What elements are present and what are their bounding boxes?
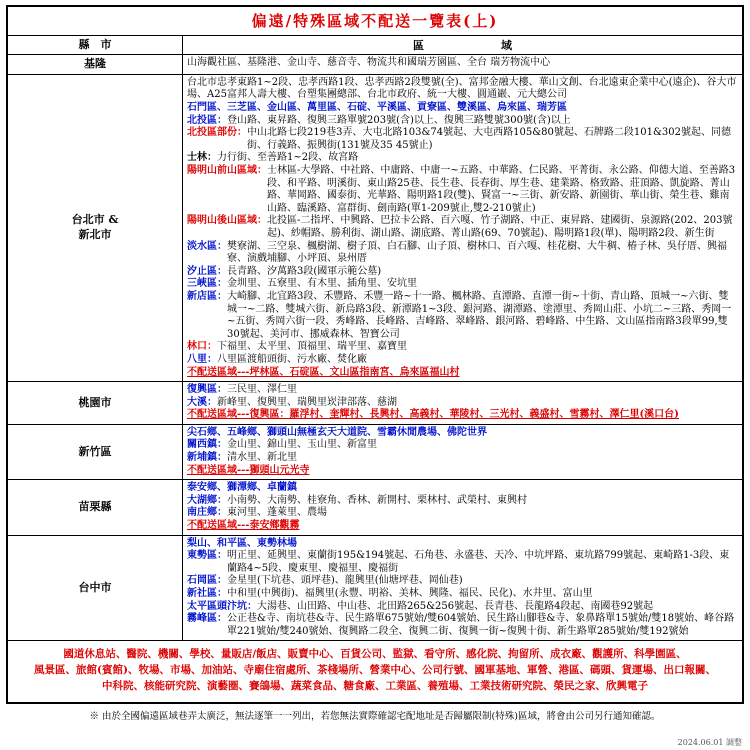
region-line — [187, 215, 738, 240]
district-list-text: 大崎腳、北宜路3段、禾豐路、禾豐一路~十一路、楓林路、直潭路、直潭一街~十街、青山路、頂城一~六街、雙城一~二路、雙城六街、新烏路3段、新潭路1~3段、銀河路、湖潭路、塗潭里、秀岡山莊、小坑二~三路、秀岡一~五街、秀岡六街一段、秀峰路、長峰路、吉峰路、翠峰路、銀河路、碧峰路、中生路、文山區指南路3段單99,雙30號起、美河市、挪威森林、智寶公司 — [227, 290, 732, 340]
district-list-text: 台北市忠孝東路1~2段、忠孝西路1段、忠孝西路2段雙號(全)、富邦金融大樓、華山文創、台北遠東企業中心(遠企)、谷大市場、A25富邦人壽大樓、台塑集團總部、台北市政府、統一大樓、圓通巖、元大總公司 — [187, 76, 737, 101]
no-delivery-table — [6, 5, 744, 704]
district-list-text: 下福里、太平里、頂福里、瑞平里、嘉寶里 — [217, 341, 407, 353]
district-list-text: 北投區-二指坪、中興路、巴拉卡公路、百六嘎、竹子湖路、中正、東昇路、建國街、泉源路(202、203號起)、紗帽路、勝利街、湖山路、湖底路、菁山路(69、70號起)、陽明路1段(單)、陽明路2段、新生街 — [267, 215, 733, 239]
region-cell — [183, 425, 742, 479]
district-label: 霧峰區： — [187, 613, 227, 625]
district-list-text: 石門區、三芝區、金山區、萬里區、石碇、平溪區、貢寮區、雙溪區、烏來區、瑞芳區 — [187, 102, 567, 114]
district-list-text: 登山路、東昇路、復興三路單號203號(含)以上、復興三路雙號300號(含)以上 — [227, 114, 571, 126]
district-list-text: 公正巷&寺、南坑巷&寺、民生路單675號始/雙604號始、民生路山腳巷&寺、象鼻路單15號始/雙18號始、峰谷路單221號始/雙240號始、復興路二段全、復興二街、復興一街~復興十街、新生路單285號始/雙192號始 — [227, 613, 735, 637]
region-cell — [183, 536, 742, 641]
district-label: 新店區： — [187, 290, 227, 302]
county-label-line: 基隆 — [84, 57, 106, 70]
district-list-text: 中和里(中興街)、福興里(永豐、明裕、美林、興隆、福民、民化)、水井里、富山里 — [227, 588, 593, 599]
district-label: 東勢區： — [187, 550, 227, 562]
district-list-text: 不配送區域---泰安鄉觀霧 — [187, 520, 300, 532]
region-cell — [183, 55, 742, 74]
district-list-text: 東河里、蓬萊里、農場 — [227, 507, 327, 519]
district-list-text: 金山里、錦山里、玉山里、新富里 — [227, 439, 377, 451]
region-line — [187, 452, 738, 465]
region-line — [187, 165, 738, 215]
county-row — [8, 479, 742, 534]
district-label: 汐止區： — [187, 265, 227, 277]
notice-line: 國道休息站、醫院、機關、學校、量販店/飯店、販賣中心、百貨公司、監獄、看守所、感化院、拘留所、成衣廠、觀護所、科學園區、 — [63, 648, 687, 661]
district-label: 大湖鄉： — [187, 494, 227, 506]
district-list-text: 山海觀社區、基隆港、金山寺、慈音寺、物流共和國瑞芳園區、全台 瑞芳物流中心 — [187, 57, 551, 68]
region-line — [187, 241, 738, 266]
county-label — [8, 75, 183, 381]
district-label: 石岡區： — [187, 575, 227, 587]
district-label: 八里： — [187, 353, 217, 365]
region-line — [187, 482, 738, 495]
district-label: 淡水區： — [187, 240, 227, 252]
region-line — [187, 115, 738, 128]
region-line — [187, 520, 738, 533]
region-line — [187, 367, 738, 380]
district-list-text: 力行街、至善路1~2段、故宮路 — [217, 152, 359, 164]
district-label: 太平區頭汴坑： — [187, 600, 257, 612]
district-list-text: 不配送區域---坪林區、石碇區、文山區指南宮、烏來區福山村 — [187, 366, 460, 378]
region-cell — [183, 75, 742, 381]
table-rows — [8, 54, 742, 640]
region-line — [187, 409, 738, 422]
district-list-text: 士林區-大學路、中社路、中庸路、中庸一~五路、中華路、仁民路、平菁街、永公路、仰德大道、至善路3段、和平路、明溪街、東山路25巷、長生巷、長春街、厚生巷、建業路、格致路、莊頂路、凱旋路、菁山路、華岡路、國泰街、光華路、陽明路1段(雙)、賢富一~三街、新安路、新園街、華山街、榮生巷、雞南山路、臨溪路、富群街、劍南路(單1-209號止,雙2-210號止) — [267, 165, 736, 214]
region-line — [187, 427, 738, 440]
county-label — [8, 55, 183, 74]
district-label: 士林： — [187, 152, 217, 164]
district-list-text: 長青路、汐萬路3段(國軍示範公墓) — [227, 265, 382, 277]
district-label: 北投區部份： — [187, 127, 247, 139]
region-line — [187, 152, 738, 165]
district-label: 林口： — [187, 341, 217, 353]
footnote: ※ 由於全國偏遠區域巷弄太廣泛，無法逐筆一一列出，若您無法實際確認宅配地址是否歸屬限制(特殊)區域，將會由公司另行通知確認。 — [89, 710, 661, 722]
notice-line: 風景區、旅館(賓館)、牧場、市場、加油站、寺廟住宿處所、茶棧場所、營業中心、公司行號、國軍基地、軍營、港區、碼頭、貨運場、出口報關、 — [34, 664, 716, 677]
county-label-line: 新北市 — [78, 227, 112, 241]
district-list-text: 大湯巷、山田路、中山巷、北田路265&256號起、長青巷、長龍路4段起、南國巷92號起 — [257, 600, 654, 612]
district-list-text: 中山北路七段219巷3弄、大屯北路103&74號起、大屯西路105&80號起、石牌路二段101&302號起、同德街、行義路、振興街(131號及35 45號止) — [247, 127, 731, 151]
county-label-line: 新竹區 — [78, 444, 112, 458]
district-label: 陽明山前山區域： — [187, 165, 267, 176]
region-line — [187, 397, 738, 410]
region-line — [187, 495, 738, 508]
region-line — [187, 550, 738, 575]
notice-line: 中科院、核能研究院、演藝圈、賽鴿場、蔬菜食品、糖食廠、工業區、養殖場、工業技術研究院、榮民之家、欣興電子 — [102, 679, 648, 692]
county-label — [8, 382, 183, 424]
region-line — [187, 57, 738, 70]
column-header-region: 區 域 — [413, 39, 512, 52]
region-cell — [183, 480, 742, 534]
district-label: 新埔鎮： — [187, 452, 227, 464]
region-line — [187, 507, 738, 520]
region-line — [187, 266, 738, 279]
district-label: 北投區： — [187, 114, 227, 126]
district-list-text: 尖石鄉、五峰鄉、獅頭山無極玄天大道院、雪霸休閒農場、佛陀世界 — [187, 426, 487, 438]
region-line — [187, 439, 738, 452]
county-row — [8, 424, 742, 479]
county-label-line: 苗栗縣 — [78, 500, 112, 514]
county-row — [8, 535, 742, 641]
region-line — [187, 575, 738, 588]
district-label: 三峽區： — [187, 278, 227, 290]
district-list-text: 新峰里、復興里、瑞興里崁津部落、慈湖 — [217, 396, 397, 408]
county-label-line: 桃園市 — [78, 395, 112, 409]
county-label — [8, 480, 183, 534]
table-header-row — [8, 35, 742, 54]
region-line — [187, 613, 738, 638]
region-line — [187, 354, 738, 367]
region-line — [187, 588, 738, 601]
county-row — [8, 381, 742, 424]
title-row — [8, 7, 742, 35]
version-stamp: 2024.06.01 調整 — [677, 738, 742, 747]
county-row — [8, 74, 742, 381]
region-line — [187, 465, 738, 478]
district-label: 復興區： — [187, 384, 227, 396]
region-line — [187, 341, 738, 354]
district-label: 新社區： — [187, 588, 227, 599]
district-list-text: 八里區渡船頭街、污水廠、焚化廠 — [217, 353, 367, 365]
district-list-text: 金星里(下坑巷、頭坪巷)、龍興里(仙塘坪巷、岡仙巷) — [227, 575, 463, 587]
column-header-county: 縣 市 — [8, 36, 183, 54]
district-list-text: 金圳里、五寮里、有木里、插角里、安坑里 — [227, 278, 417, 290]
district-list-text: 清水里、新北里 — [227, 452, 297, 464]
region-line — [187, 291, 738, 341]
district-list-text: 不配送區域---獅頭山元光寺 — [187, 464, 310, 476]
region-line — [187, 278, 738, 291]
restricted-venues-notice — [8, 640, 742, 701]
district-label: 南庄鄉： — [187, 507, 227, 519]
district-label: 關西鎮： — [187, 439, 227, 451]
district-list-text: 梨山、和平區、東勢林場 — [187, 537, 297, 549]
district-list-text: 泰安鄉、獅潭鄉、卓蘭鎮 — [187, 482, 297, 494]
region-line — [187, 102, 738, 115]
district-list-text: 小南勢、大南勢、桂寮角、香林、新開村、栗林村、武榮村、東興村 — [227, 494, 527, 506]
region-line — [187, 384, 738, 397]
county-label — [8, 425, 183, 479]
district-list-text: 樊寮湖、三空泉、楓樹湖、樹子頂、白石腳、山子頂、樹林口、百六嘎、桂花樹、大牛稠、椿子林、吳仔厝、興福寮、演戲埔腳、小坪頂、泉州厝 — [227, 240, 727, 265]
county-label-line: 台中市 — [78, 580, 112, 594]
county-row — [8, 54, 742, 74]
district-label: 陽明山後山區域： — [187, 215, 267, 227]
county-label — [8, 536, 183, 641]
district-list-text: 不配送區域---復興區：羅浮村、奎輝村、長興村、高義村、華陵村、三光村、義盛村、雪霧村、澤仁里(溪口台) — [187, 409, 679, 421]
region-line — [187, 538, 738, 551]
county-label-line: 台北市 & — [71, 213, 119, 227]
district-list-text: 明正里、延興里、東蘭街195&194號起、石角巷、永盛巷、天冷、中坑坪路、東坑路799號起、東崎路1-3段、東蘭路4~5段、慶東里、慶福里、慶福街 — [227, 550, 730, 574]
district-label: 大溪： — [187, 396, 217, 408]
region-cell — [183, 382, 742, 424]
region-line — [187, 77, 738, 102]
district-list-text: 三民里、澤仁里 — [227, 384, 297, 396]
region-line — [187, 601, 738, 614]
region-line — [187, 127, 738, 152]
page-title: 偏遠/特殊區域不配送一覽表(上) — [251, 12, 499, 30]
